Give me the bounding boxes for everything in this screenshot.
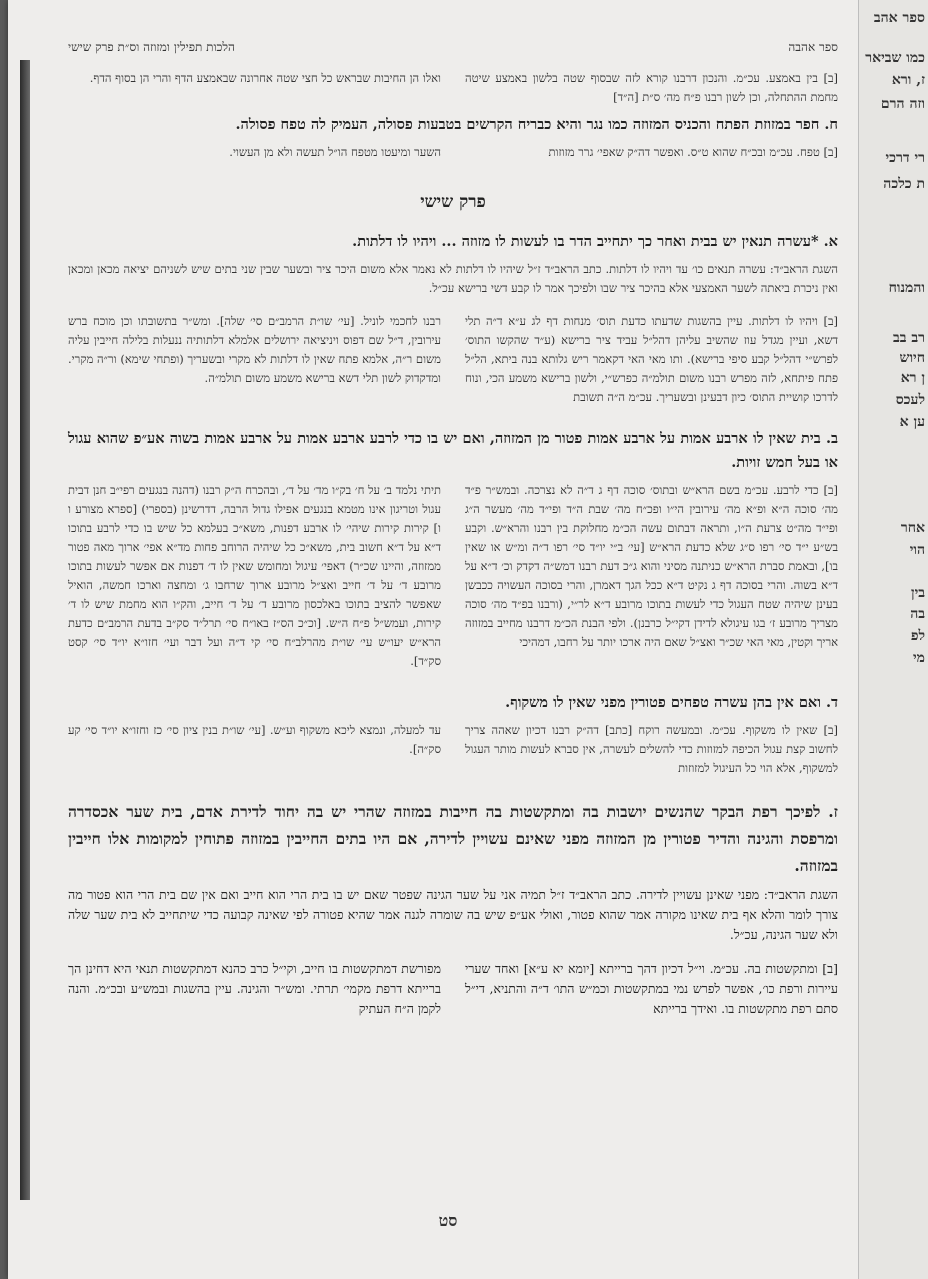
- note-dalet-left: עד למעלה, ונמצא ליכא משקוף וע״ש. [עי׳ שו״ת בנין ציון סי׳ כז וחזו״א יו״ד סי׳ קע סק״ה].: [68, 723, 441, 756]
- adjacent-page-edge: [858, 0, 928, 1279]
- notes-alef: [68, 312, 838, 407]
- edge-line: ז, ורא: [891, 72, 925, 88]
- page-number: סט: [438, 1211, 458, 1230]
- edge-line: לפ: [910, 628, 925, 644]
- edge-line: ען א: [899, 414, 925, 430]
- edge-line: רב בב: [893, 330, 925, 346]
- halacha-dalet: ד. ואם אין בהן עשרה טפחים פטורין מפני שאין לו משקוף.: [505, 694, 838, 711]
- note-het-left: השער ומיעטו מטפח הו״ל תעשה ולא מן העשוי.: [229, 145, 441, 159]
- top-notes: [68, 69, 838, 107]
- note-zayin-right: [ב] ומתקשטות בה. עכ״מ. וי״ל דכיון דהך ברייתא [יומא יא ע״א] ואחד שערי עיירות ורפת כו׳, אפשר לפרש נמי במתקשטות וכמ״ש התו׳ ד״ה והתניא, די״ל סתם רפת מתקשטות בו. ואידך ברייתא: [465, 961, 838, 1016]
- notes-zayin: [68, 959, 838, 1019]
- book-page: [8, 0, 888, 1279]
- hasagah-alef: השגת הראב״ד: עשרה תנאים כו׳ עד ויהיו לו דלתות. כתב הראב״ד ז״ל שיהיו לו דלתות לא נאמר אלא משום היכר ציר ובשער שבין שני בתים שיש לשניהם יציאה מכאן ומכאן ואין ניכרת ביאתה לשער האמצעי אלא בהיכר ציר שבו ולפיכך אמר לו קבע דשי ברישא עכ״ל.: [68, 262, 838, 295]
- chapter-title: פרק שישי: [420, 192, 486, 212]
- book-spine: [20, 60, 30, 1200]
- note-bet-left: תיתי נלמד ב׳ על ח׳ בק״ו מד׳ על ד׳, ובהכרח ה״ק רבנו (דהנה בנגעים רפי״ב חנן דבית עגול וטריגון אינו מטמא בנגעים אפילו גדול הרבה, דדרשינן (בספרי) [ספרא מצורע ו ו] קירות קירות שיהי׳ לו ארבע דפנות, משא״כ בעלמא כל שיש בו כדי לרבע בתוכו ד״א על ד״א חשוב בית, משא״כ כל שיהיה הרוחב פחות מד״א אפי׳ ארוך מאה פטור ממזוזה, והיינו שכ״ר) דאפי׳ עיגול ומחומש שאין לו ד׳ דפנות אם אפשר לעשות בתוכו מרובע ד׳ על ד׳ חייב ואצ״ל מרובע ארוך שרחבו ג׳ ומחצה וארכו חמשה, הואיל שאפשר להציב בתוכו באלכסון מרובע ד׳ על ד׳ חייב, והק״ו הוא מחמת שיש לו ד׳ קירות, ועמש״ל פ״ח ה״ש. [וכ״כ הס״ז באו״ח סי׳ תרל״ד סק״ב בדעת הרמב״ם כדעת הרא״ש יעו״ש עי׳ שו״ת מהרלב״ח סי׳ קי ד״ה ועל דבר ועי׳ חזו״א יו״ד סי׳ קסט סק״ד].: [68, 483, 441, 668]
- page-content: [68, 40, 838, 1019]
- note-zayin-left: מפורשת דמתקשטות בו חייב, וקי״ל כרב כהנא דמתקשטות תנאי היא דחינן הך ברייתא דרפת מקמי׳ תרתי. ומש״ר והגינה. עיין בהשגות ובמש״ע ובכ״מ. והנה לקמן ה״ח העתיק: [68, 961, 441, 1016]
- edge-line: כמו שביאר: [865, 50, 925, 66]
- halacha-zayin: ז. לפיכך רפת הבקר שהנשים יושבות בה ומתקשטות בה חייבות במזוזה שהרי יש בה יחוד לדירת אדם, בית שער אכסדרה ומרפסת והגינה והדיר פטורין מן המזוזה מפני שאינם עשויין לדירה, אם היו בתים החייבין במזוזה פתוחין למקומות אלו חייבין במזוזה.: [68, 802, 838, 875]
- notes-het: [68, 143, 838, 162]
- edge-line: לעכס: [895, 392, 925, 408]
- edge-line: בין: [911, 585, 925, 601]
- halacha-bet: ב. בית שאין לו ארבע אמות על ארבע אמות פטור מן המזוזה, ואם יש בו כדי לרבע ארבע אמות על ארבע אמות בשוה אע״פ שהוא עגול או בעל חמש זויות.: [68, 430, 838, 471]
- note-het-right: [ב] טפח. עכ״מ ובכ״ח שהוא ט״ס. ואפשר דה״ק שאפי׳ גרר מזוזות: [548, 145, 838, 159]
- edge-line: בה: [910, 606, 925, 622]
- running-header: [68, 40, 838, 55]
- note-alef-right: [ב] ויהיו לו דלתות. עיין בהשגות שדעתו כדעת תוס׳ מנחות דף לג ע״א ד״ה תלי דשא, ועיין מגדל עוז שהשיב עליהן דהל״ל עביד ציר ברישא (ע״ד שהקשו התוס׳ לפרש״י דהל״ל קבע סיפי ברישא). ותו מאי האי דקאמר ריש גלותא בנה ביתא, הל״ל פתח פיתחא, לזה מפרש רבנו משום תולמ״ה כפרש״י, ולשון ברישא משמע הכי, ונוח לדרכו קושיית התוס׳ כיון דבעינן ובשעריך. עכ״מ ה״ה תשובת: [465, 314, 838, 404]
- note-dalet-right: [ב] שאין לו משקוף. עכ״מ. ובמעשה רוקח [כתב] דה״ק רבנו דכיון שאהה צריך לחשוב קצת עגול הכיפה למזוזות כדי להשלים לעשרה, אין סברא לעשות מותר העגול למשקוף, אלא הוי כל העיגול למזוזות: [465, 723, 838, 775]
- edge-line: הוי: [909, 542, 925, 558]
- note-bet-right: [ב] כדי לרבע. עכ״מ בשם הרא״ש ובתוס׳ סוכה דף ג ד״ה לא נצרכה. ובמש״ר פ״ד מה׳ סוכה ה״א ופ״א מה׳ עירובין הי״ו ופכ״ח מה׳ שבת ה״ד ופי״ד מה׳ מעשר ה״ג ופי״ד מה״ט צרעת ה״ו, ותראה דבתום עשה הכ״מ מחלוקת בין רבנו והרא״ש. וקבע בש״ע י״ד סי׳ רפו ס״ג שלא כדעת הרא״ש [עי׳ ב״י יו״ד סי׳ רפו ד״ה ומ״ש או שאין בו], ובאמת סברת הרא״ש כניתנה מסיני והוא ג״כ דעת רבנו דמש״ה דקדק וכ׳ ד״א על ד״א בשוה. והרי בסוכה דף ג נקיט ד״א ככל הגך דאמרן, והרי בסוכה העשויה ככבשן בעינן שיהיה שטח העגול כדי לעשות בתוכו מרובע ד״א לר״י, (ורבנו בפ״ד מה׳ סוכה מצריך מרובע ז׳ בגו עיגולא לדידן דקי״ל כרבנן). ולפי הבנת הכ״מ דרבנו מחייב במזוזה אריך וקטין, מאי האי שכ״ר ואצ״ל שאם היה ארכו יותר על רחבו, דמהיכי: [465, 483, 838, 649]
- edge-line: אחר: [900, 520, 925, 536]
- hasagah-zayin: השגת הראב״ד: מפני שאינן עשויין לדירה. כתב הראב״ד ז״ל תמיה אני על שער הגינה שפטר שאם יש בו בית הרי הוא חייב ואם אין שם בית הרי הוא פטור מה צורך לומר והלא אף בית שאינו מקורה אמר שהוא פטור, ואולי אע״פ שיש בה שומרה לגנה אמר שהיא פטורה לפי שאינה קבועה כדי שיתחייב לא בית שער שלה ולא שער הגינה, עכ״ל.: [68, 887, 838, 942]
- edge-line: חיוש: [899, 350, 925, 366]
- edge-line: ן רא: [900, 370, 925, 386]
- halacha-het: ח. חפר במזוזת הפתח והכניס המזוזה כמו נגר והיא כבריח הקרשים בטבעות פסולה, העמיק לה טפח פסולה.: [235, 116, 838, 133]
- header-book-title: ספר אהבה: [788, 40, 838, 54]
- notes-bet: [68, 481, 838, 671]
- halacha-alef: א. *עשרה תנאין יש בבית ואחר כך יתחייב הדר בו לעשות לו מזוזה ... ויהיו לו דלתות.: [352, 233, 838, 250]
- edge-line: ספר אהב: [873, 10, 925, 26]
- edge-line: מי: [913, 650, 925, 666]
- edge-line: ת כלכה: [883, 176, 925, 192]
- top-note-right: [ב] בין באמצע. עכ״מ. והנכון דרבנו קורא לזה שבסוף שטה בלשון באמצע שיטה מחמת ההתחלה, וכן לשון רבנו פ״ח מה׳ ס״ת [ה״ד]: [465, 71, 838, 104]
- note-alef-left: רבנו לחכמי לוניל. [עי׳ שו״ת הרמב״ם סי׳ שלה]. ומש״ר בתשובתו וכן מוכח ברש עירובין, ד״ל שם דפוס ויניציאה ירושלים אלמלא דלתותיה ננעלות בלילה חייבין עליה משום ר״ה, אלמא פתח שאין לו דלתות לא מקרי ובשעריך (ופתחי שימא) ור״ה מקרי. ומדקדוק לשון תלי דשא ברישא משמע משום תולמ״ה.: [68, 314, 441, 385]
- header-chapter-title: הלכות תפילין ומזוזה וס״ת פרק שישי: [68, 40, 235, 54]
- edge-line: וזה הרם: [880, 96, 925, 112]
- edge-line: רי דרכי: [885, 150, 925, 166]
- edge-line: והמנוח: [888, 280, 925, 296]
- notes-dalet: [68, 721, 838, 778]
- top-note-left: ואלו הן החיבות שבראש כל חצי שטה אחרונה שבאמצע הדף והרי הן בסוף הדף.: [89, 71, 441, 85]
